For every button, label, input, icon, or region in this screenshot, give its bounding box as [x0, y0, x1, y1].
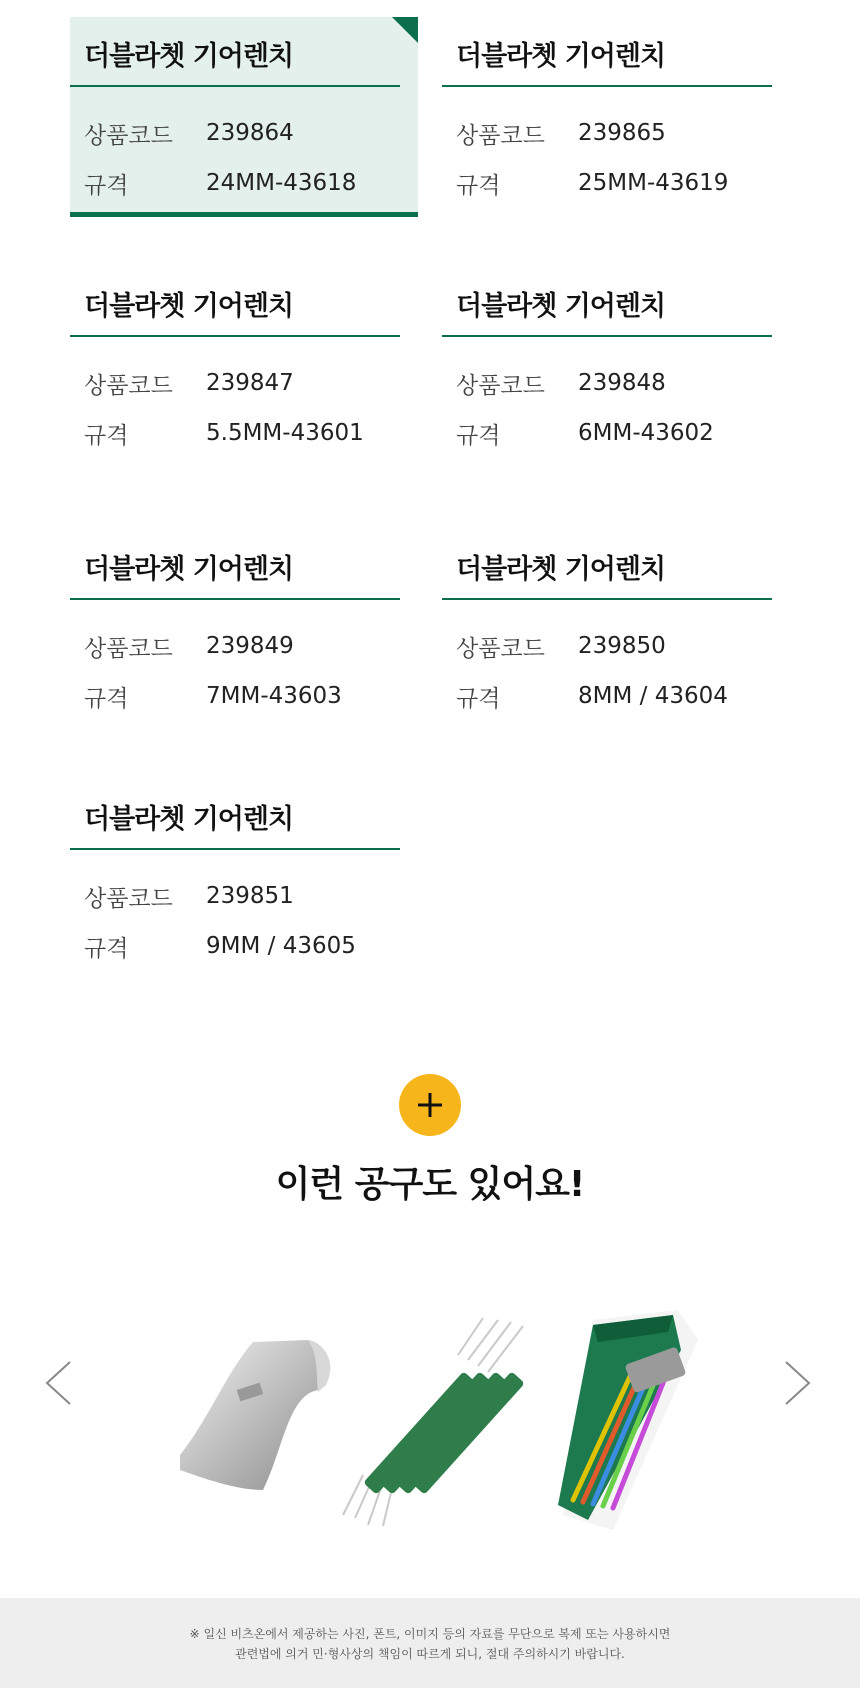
spec-value: 7MM-43603 [206, 683, 342, 709]
spec-value: 24MM-43618 [206, 170, 357, 196]
spec-value: 25MM-43619 [578, 170, 729, 196]
product-card[interactable] [70, 530, 418, 725]
more-tools-section [0, 1074, 860, 1207]
spec-label: 규격 [456, 422, 501, 449]
product-carousel [0, 1290, 860, 1550]
product-title: 더블라쳇 기어렌치 [70, 530, 400, 600]
spec-label: 규격 [84, 422, 129, 449]
spec-row-code [442, 621, 790, 671]
spec-value: 5.5MM-43601 [206, 420, 364, 446]
carousel-item-hex-keys[interactable] [533, 1300, 698, 1540]
product-title: 더블라쳇 기어렌치 [70, 780, 400, 850]
hex-key-set-image [533, 1300, 698, 1540]
product-card[interactable] [70, 17, 418, 217]
spec-row-size [70, 408, 418, 458]
copyright-footer [0, 1598, 860, 1688]
code-label: 상품코드 [456, 372, 545, 399]
carousel-prev-button[interactable] [44, 1360, 74, 1410]
code-value: 239851 [206, 883, 294, 909]
chevron-right-icon [782, 1360, 812, 1406]
spec-row-code [442, 358, 790, 408]
code-value: 239847 [206, 370, 294, 396]
code-value: 239849 [206, 633, 294, 659]
code-label: 상품코드 [84, 372, 173, 399]
code-value: 239848 [578, 370, 666, 396]
spec-value: 6MM-43602 [578, 420, 714, 446]
code-label: 상품코드 [456, 635, 545, 662]
product-card[interactable] [442, 17, 790, 212]
plus-icon [415, 1090, 445, 1120]
footer-line-2: 관련법에 의거 민·형사상의 책임이 따르게 되니, 절대 주의하시기 바랍니다. [235, 1647, 625, 1661]
product-title: 더블라쳇 기어렌치 [442, 267, 772, 337]
probe-set-image [333, 1300, 533, 1540]
code-label: 상품코드 [84, 122, 173, 149]
carousel-next-button[interactable] [782, 1360, 812, 1410]
product-title: 더블라쳇 기어렌치 [442, 530, 772, 600]
code-value: 239850 [578, 633, 666, 659]
product-card[interactable] [442, 267, 790, 462]
carousel-item-probes[interactable] [333, 1300, 533, 1540]
spec-row-code [70, 358, 418, 408]
spec-row-code [70, 871, 418, 921]
carousel-item-dolly[interactable] [168, 1300, 333, 1540]
code-label: 상품코드 [84, 885, 173, 912]
code-label: 상품코드 [84, 635, 173, 662]
spec-row-size [442, 671, 790, 721]
plus-button[interactable] [399, 1074, 461, 1136]
spec-row-size [442, 158, 790, 208]
spec-row-size [442, 408, 790, 458]
spec-row-size [70, 671, 418, 721]
spec-value: 8MM / 43604 [578, 683, 728, 709]
chevron-left-icon [44, 1360, 74, 1406]
spec-label: 규격 [456, 172, 501, 199]
footer-line-1: ※ 일신 비츠온에서 제공하는 사진, 폰트, 이미지 등의 자료를 무단으로 복제 또는 사용하시면 [189, 1627, 671, 1641]
spec-label: 규격 [84, 172, 129, 199]
spec-row-size [70, 158, 418, 208]
product-title: 더블라쳇 기어렌치 [70, 267, 400, 337]
more-tools-title: 이런 공구도 있어요! [275, 1164, 585, 1205]
product-card[interactable] [70, 780, 418, 975]
spec-row-size [70, 921, 418, 971]
spec-label: 규격 [84, 685, 129, 712]
product-card[interactable] [70, 267, 418, 462]
spec-row-code [70, 108, 418, 158]
product-title: 더블라쳇 기어렌치 [442, 17, 772, 87]
spec-row-code [442, 108, 790, 158]
carousel-items [168, 1300, 698, 1540]
spec-value: 9MM / 43605 [206, 933, 356, 959]
spec-row-code [70, 621, 418, 671]
product-card[interactable] [442, 530, 790, 725]
spec-label: 규격 [84, 935, 129, 962]
spec-label: 규격 [456, 685, 501, 712]
code-value: 239864 [206, 120, 294, 146]
product-title: 더블라쳇 기어렌치 [70, 17, 400, 87]
code-value: 239865 [578, 120, 666, 146]
code-label: 상품코드 [456, 122, 545, 149]
dolly-block-image [168, 1300, 333, 1540]
